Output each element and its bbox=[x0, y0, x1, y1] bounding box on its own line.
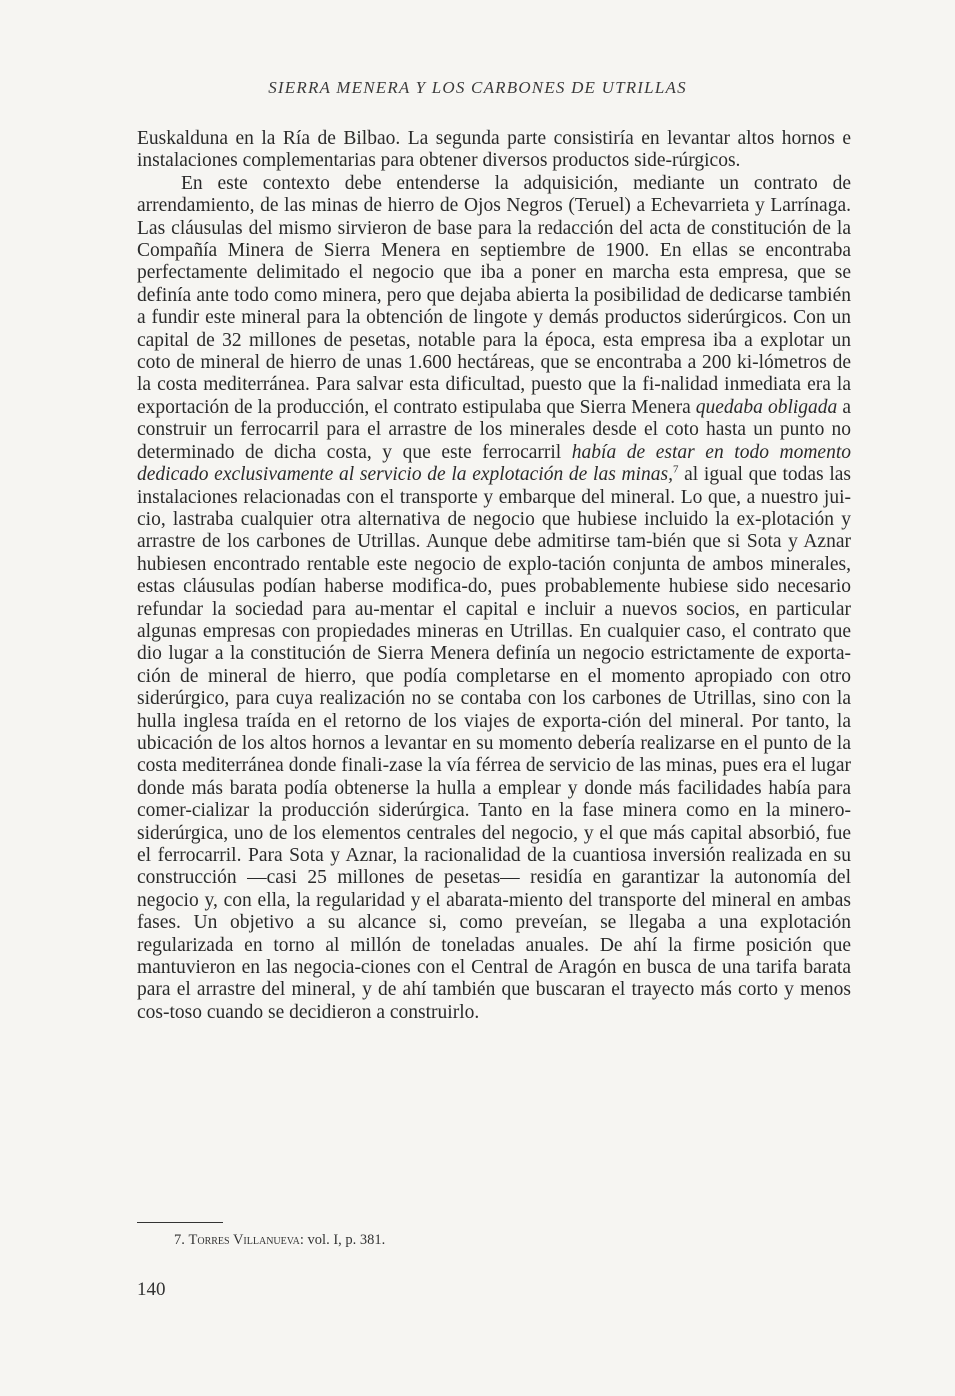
footnote-citation: : vol. I, p. 381. bbox=[299, 1232, 386, 1248]
footnote-separator bbox=[137, 1222, 223, 1223]
paragraph-text: al igual que todas las instalaciones relacionadas con el transporte y embarque del mineral. Lo que, a nuestro jui-cio, lastraba cualquier otra alternativa de negocio que hubiese incluido la ex-plotación y arrastre de los carbones de Utrillas. Aunque debe admitirse tam-bién que si Sota y Aznar hubiesen encontrado rentable este negocio de explo-tación conjunta de ambos minerales, estas cláusulas podían haberse modifica-do, pues probablemente hubiese sido necesario refundar la sociedad para au-mentar el capital e incluir a nuevos socios, en particular algunas empresas con propiedades mineras en Utrillas. En cualquier caso, el contrato que dio lugar a la constitución de Sierra Menera definía un negocio estrictamente de exporta-ción de mineral de hierro, que podía completarse en el momento apropiado con otro siderúrgico, para cuya realización no se contaba con los carbones de Utrillas, sino con la hulla inglesa traída en el retorno de los viajes de exporta-ción del mineral. Por tanto, la ubicación de los altos hornos a levantar en su momento debería realizarse en el punto de la costa mediterránea donde finali-zase la vía férrea de servicio de las minas, pues era el lugar donde más barata podía obtenerse la hulla a emplear y donde más facilidades había para comer-cializar la producción siderúrgica. Tanto en la fase minera como en la minero-siderúrgica, uno de los elementos centrales del negocio, y el que más capital absorbió, fue el ferrocarril. Para Sota y Aznar, la racionalidad de la cuantiosa inversión realizada en su construcción —casi 25 millones de pesetas— residía en garantizar la autonomía del negocio y, con ella, la regularidad y el abarata-miento del transporte del mineral en ambas fases. Un objetivo a su alcance si, como preveían, se llegaba a una explotación regularizada en torno al millón de toneladas anuales. De ahí la firme posición que mantuvieron en las negocia-ciones con el Central de Aragón en busca de una tarifa barata para el arrastre del mineral, y de ahí también que buscaran el trayecto más corto y menos cos-toso cuando se decidieron a construirlo. bbox=[137, 464, 851, 1023]
paragraph: Euskalduna en la Ría de Bilbao. La segunda parte consistiría en levantar altos hornos e instalaciones complementarias para obtener diversos productos side-rúrgicos. bbox=[137, 128, 851, 172]
footnote-number: 7. bbox=[174, 1232, 185, 1248]
italic-quote: quedaba obligada bbox=[695, 396, 838, 418]
body-text bbox=[137, 128, 851, 1024]
paragraph-text: En este contexto debe entenderse la adquisición, mediante un contrato de arrendamiento, de las minas de hierro de Ojos Negros (Teruel) a Echevarrieta y Larrínaga. Las cláusulas del mismo sirvieron de base para la redacción del acta de constitución de la Compañía Minera de Sierra Menera en septiembre de 1900. En ellas se encontraba perfectamente delimitado el negocio que iba a poner en marcha esta empresa, que se definía ante todo como minera, pero que dejaba abierta la posibilidad de dedicarse también a fundir este mineral para la obtención de lingote y demás productos siderúrgicos. Con un capital de 32 millones de pesetas, notable para la época, esta empresa iba a explotar un coto de mineral de hierro de unas 1.600 hectáreas, que se encontraba a 200 ki-lómetros de la costa mediterránea. Para salvar esta dificultad, puesto que la fi-nalidad inmediata era la exportación de la producción, el contrato estipulaba que Sierra Menera bbox=[137, 172, 851, 418]
running-head: SIERRA MENERA Y LOS CARBONES DE UTRILLAS bbox=[268, 78, 687, 97]
page-number: 140 bbox=[137, 1279, 166, 1300]
paragraph-text: a construir un ferrocarril para el arrastre de los minerales desde el coto hasta un punto no determinado de dicha costa, y que este ferrocarril bbox=[137, 396, 851, 463]
footnote bbox=[174, 1232, 385, 1249]
italic-quote: había de estar en todo momento dedicado exclusivamente al servicio de la explotación de las minas, bbox=[137, 441, 851, 486]
paragraph bbox=[137, 173, 851, 1024]
footnote-reference: 7 bbox=[672, 463, 679, 476]
footnote-author: Torres Villanueva bbox=[188, 1232, 300, 1248]
